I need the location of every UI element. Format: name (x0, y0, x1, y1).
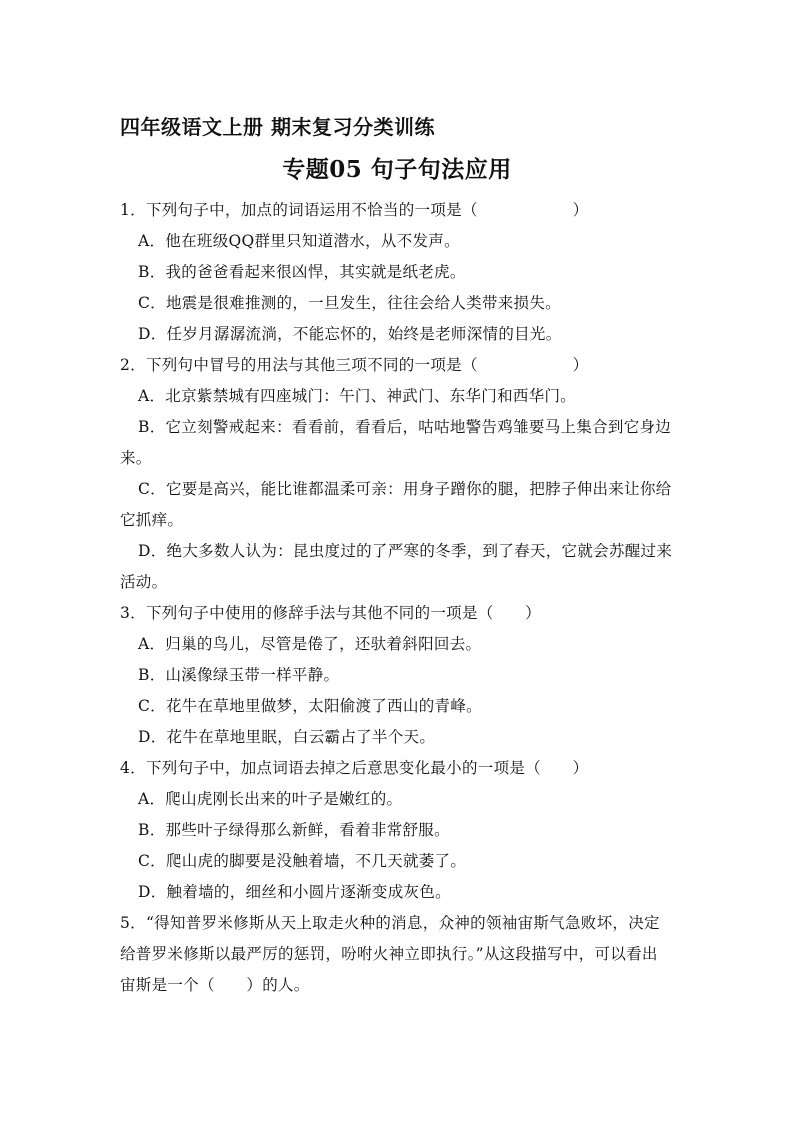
question-5-end: 宙斯是一个（ ）的人。 (120, 976, 310, 994)
question-1-option-d: D．任岁月潺潺流淌，不能忘怀的，始终是老师深情的目光。 (138, 325, 562, 343)
question-3-option-d: D．花牛在草地里眠，白云霸占了半个天。 (138, 728, 436, 746)
question-3: 3．下列句子中使用的修辞手法与其他不同的一项是（ ） (120, 604, 541, 622)
question-2: 2．下列句中冒号的用法与其他三项不同的一项是（ ） (120, 356, 589, 374)
question-4: 4．下列句子中，加点词语去掉之后意思变化最小的一项是（ ） (120, 759, 589, 777)
question-3-option-b: B．山溪像绿玉带一样平静。 (138, 666, 340, 684)
question-5: 5．“得知普罗米修斯从天上取走火种的消息，众神的领袖宙斯气急败坏，决定 (120, 914, 660, 932)
question-5-continued: 给普罗米修斯以最严厉的惩罚，吩咐火神立即执行。”从这段描写中，可以看出 (120, 945, 658, 963)
question-2-option-c-continued: 它抓痒。 (120, 511, 184, 529)
question-2-option-c: C．它要是高兴，能比谁都温柔可亲：用身子蹭你的腿，把脖子伸出来让你给 (138, 480, 672, 498)
question-2-option-a: A．北京紫禁城有四座城门：午门、神武门、东华门和西华门。 (138, 387, 577, 405)
question-3-option-a: A．归巢的鸟儿，尽管是倦了，还驮着斜阳回去。 (138, 635, 482, 653)
document-title: 专题05 句子句法应用 (282, 156, 512, 183)
question-1-option-b: B．我的爸爸看起来很凶悍，其实就是纸老虎。 (138, 263, 466, 281)
document-heading: 四年级语文上册 期末复习分类训练 (120, 115, 435, 139)
question-4-option-d: D．触着墙的，细丝和小圆片逐渐变成灰色。 (138, 883, 451, 901)
question-2-option-b: B．它立刻警戒起来：看看前，看看后，咕咕地警告鸡雏要马上集合到它身边 (138, 418, 672, 436)
question-4-option-c: C．爬山虎的脚要是没触着墙，不几天就萎了。 (138, 852, 467, 870)
question-4-option-b: B．那些叶子绿得那么新鲜，看着非常舒服。 (138, 821, 450, 839)
question-2-option-d-continued: 活动。 (120, 573, 168, 591)
question-4-option-a: A．爬山虎刚长出来的叶子是嫩红的。 (138, 790, 403, 808)
question-1-option-a: A．他在班级QQ群里只知道潜水，从不发声。 (138, 232, 460, 250)
question-2-option-b-continued: 来。 (120, 449, 152, 467)
question-2-option-d: D．绝大多数人认为：昆虫度过的了严寒的冬季，到了春天，它就会苏醒过来 (138, 542, 673, 560)
question-3-option-c: C．花牛在草地里做梦，太阳偷渡了西山的青峰。 (138, 697, 482, 715)
question-1-option-c: C．地震是很难推测的，一旦发生，往往会给人类带来损失。 (138, 294, 561, 312)
question-1: 1．下列句子中，加点的词语运用不恰当的一项是（ ） (120, 201, 589, 219)
